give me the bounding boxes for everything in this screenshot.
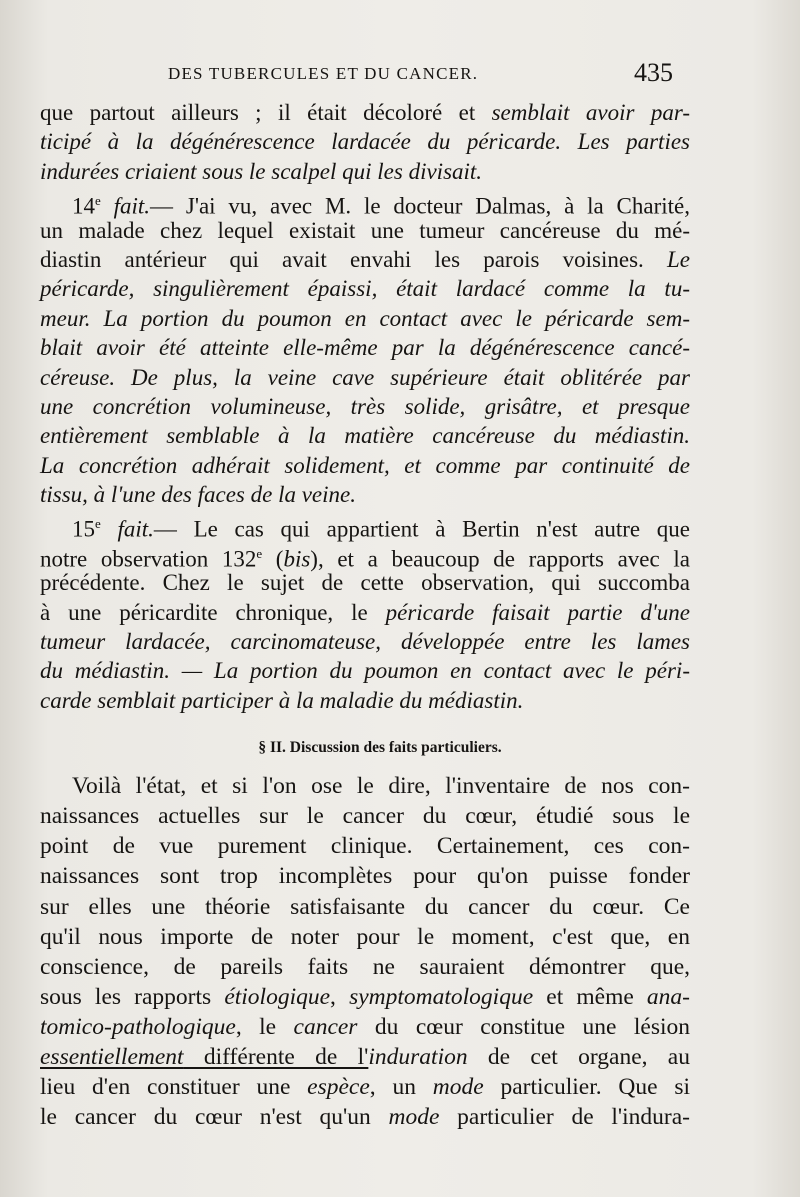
text-line: carde semblait participer à la maladie du médiastin. [40, 687, 524, 713]
text-line: naissances sont trop incomplètes pour qu'on puisse fonder [40, 863, 690, 890]
text-line: qu'il nous importe de noter pour le moment, c'est que, en [40, 923, 690, 950]
text-line: lieu d'en constituer une espèce, un mode particulier. Que si [40, 1074, 691, 1101]
body-text [40, 98, 690, 1132]
text-line: un malade chez lequel existait une tumeur cancéreuse du mé- [40, 217, 690, 243]
section-heading: § II. Discussion des faits particuliers. [258, 739, 502, 757]
text-line: 15e fait.— Le cas qui appartient à Bertin n'est autre que [72, 516, 691, 543]
text-line: La concrétion adhérait solidement, et comme par continuité de [40, 452, 690, 478]
text-line: que partout ailleurs ; il était décoloré et semblait avoir par- [40, 100, 691, 125]
text-line: Voilà l'état, et si l'on ose le dire, l'inventaire de nos con- [72, 773, 690, 800]
text-line: naissances actuelles sur le cancer du cœur, étudié sous le [40, 803, 690, 830]
page-header [0, 58, 800, 92]
text-line: diastin antérieur qui avait envahi les parois voisines. Le [40, 246, 690, 272]
text-line: sur elles une théorie satisfaisante du cancer du cœur. Ce [40, 893, 690, 920]
text-line: tissu, à l'une des faces de la veine. [40, 482, 356, 508]
text-line: meur. La portion du poumon en contact avec le péricarde sem- [40, 305, 690, 331]
text-line: point de vue purement clinique. Certainement, ces con- [40, 833, 690, 860]
text-line: sous les rapports étiologique, symptomatologique et même ana- [40, 983, 690, 1010]
text-line: précédente. Chez le sujet de cette observation, qui succomba [40, 570, 690, 596]
page-number: 435 [634, 58, 673, 87]
text-line: tomico-pathologique, le cancer du cœur constitue une lésion [40, 1013, 690, 1040]
text-line: ticipé à la dégénérescence lardacée du péricarde. Les parties [40, 129, 690, 155]
text-line: céreuse. De plus, la veine cave supérieure était oblitérée par [40, 364, 690, 390]
text-line: tumeur lardacée, carcinomateuse, développée entre les lames [40, 629, 690, 655]
text-line: blait avoir été atteinte elle-même par la dégénérescence cancé- [40, 335, 690, 361]
text-line: péricarde, singulièrement épaissi, était lardacé comme la tu- [40, 276, 690, 302]
text-line: 14e fait.— J'ai vu, avec M. le docteur Dalmas, à la Charité, [72, 193, 690, 219]
discussion-paragraph [40, 771, 690, 1132]
text-line: entièrement semblable à la matière cancéreuse du médiastin. [40, 423, 690, 449]
text-line: à une péricardite chronique, le péricarde faisait partie d'une [40, 599, 690, 625]
text-line: conscience, de pareils faits ne sauraient démontrer que, [40, 953, 690, 980]
text-line: notre observation 132e (bis), et a beaucoup de rapports avec la [40, 545, 690, 572]
text-line: du médiastin. — La portion du poumon en contact avec le péri- [40, 658, 690, 684]
text-line: le cancer du cœur n'est qu'un mode particulier de l'indura- [40, 1104, 690, 1131]
running-title: DES TUBERCULES ET DU CANCER. [168, 64, 479, 83]
text-line: indurées criaient sous le scalpel qui les divisait. [40, 158, 483, 184]
text-line: une concrétion volumineuse, très solide, grisâtre, et presque [40, 393, 690, 419]
text-line: essentiellement différente de l'induration de cet organe, au [40, 1044, 690, 1071]
